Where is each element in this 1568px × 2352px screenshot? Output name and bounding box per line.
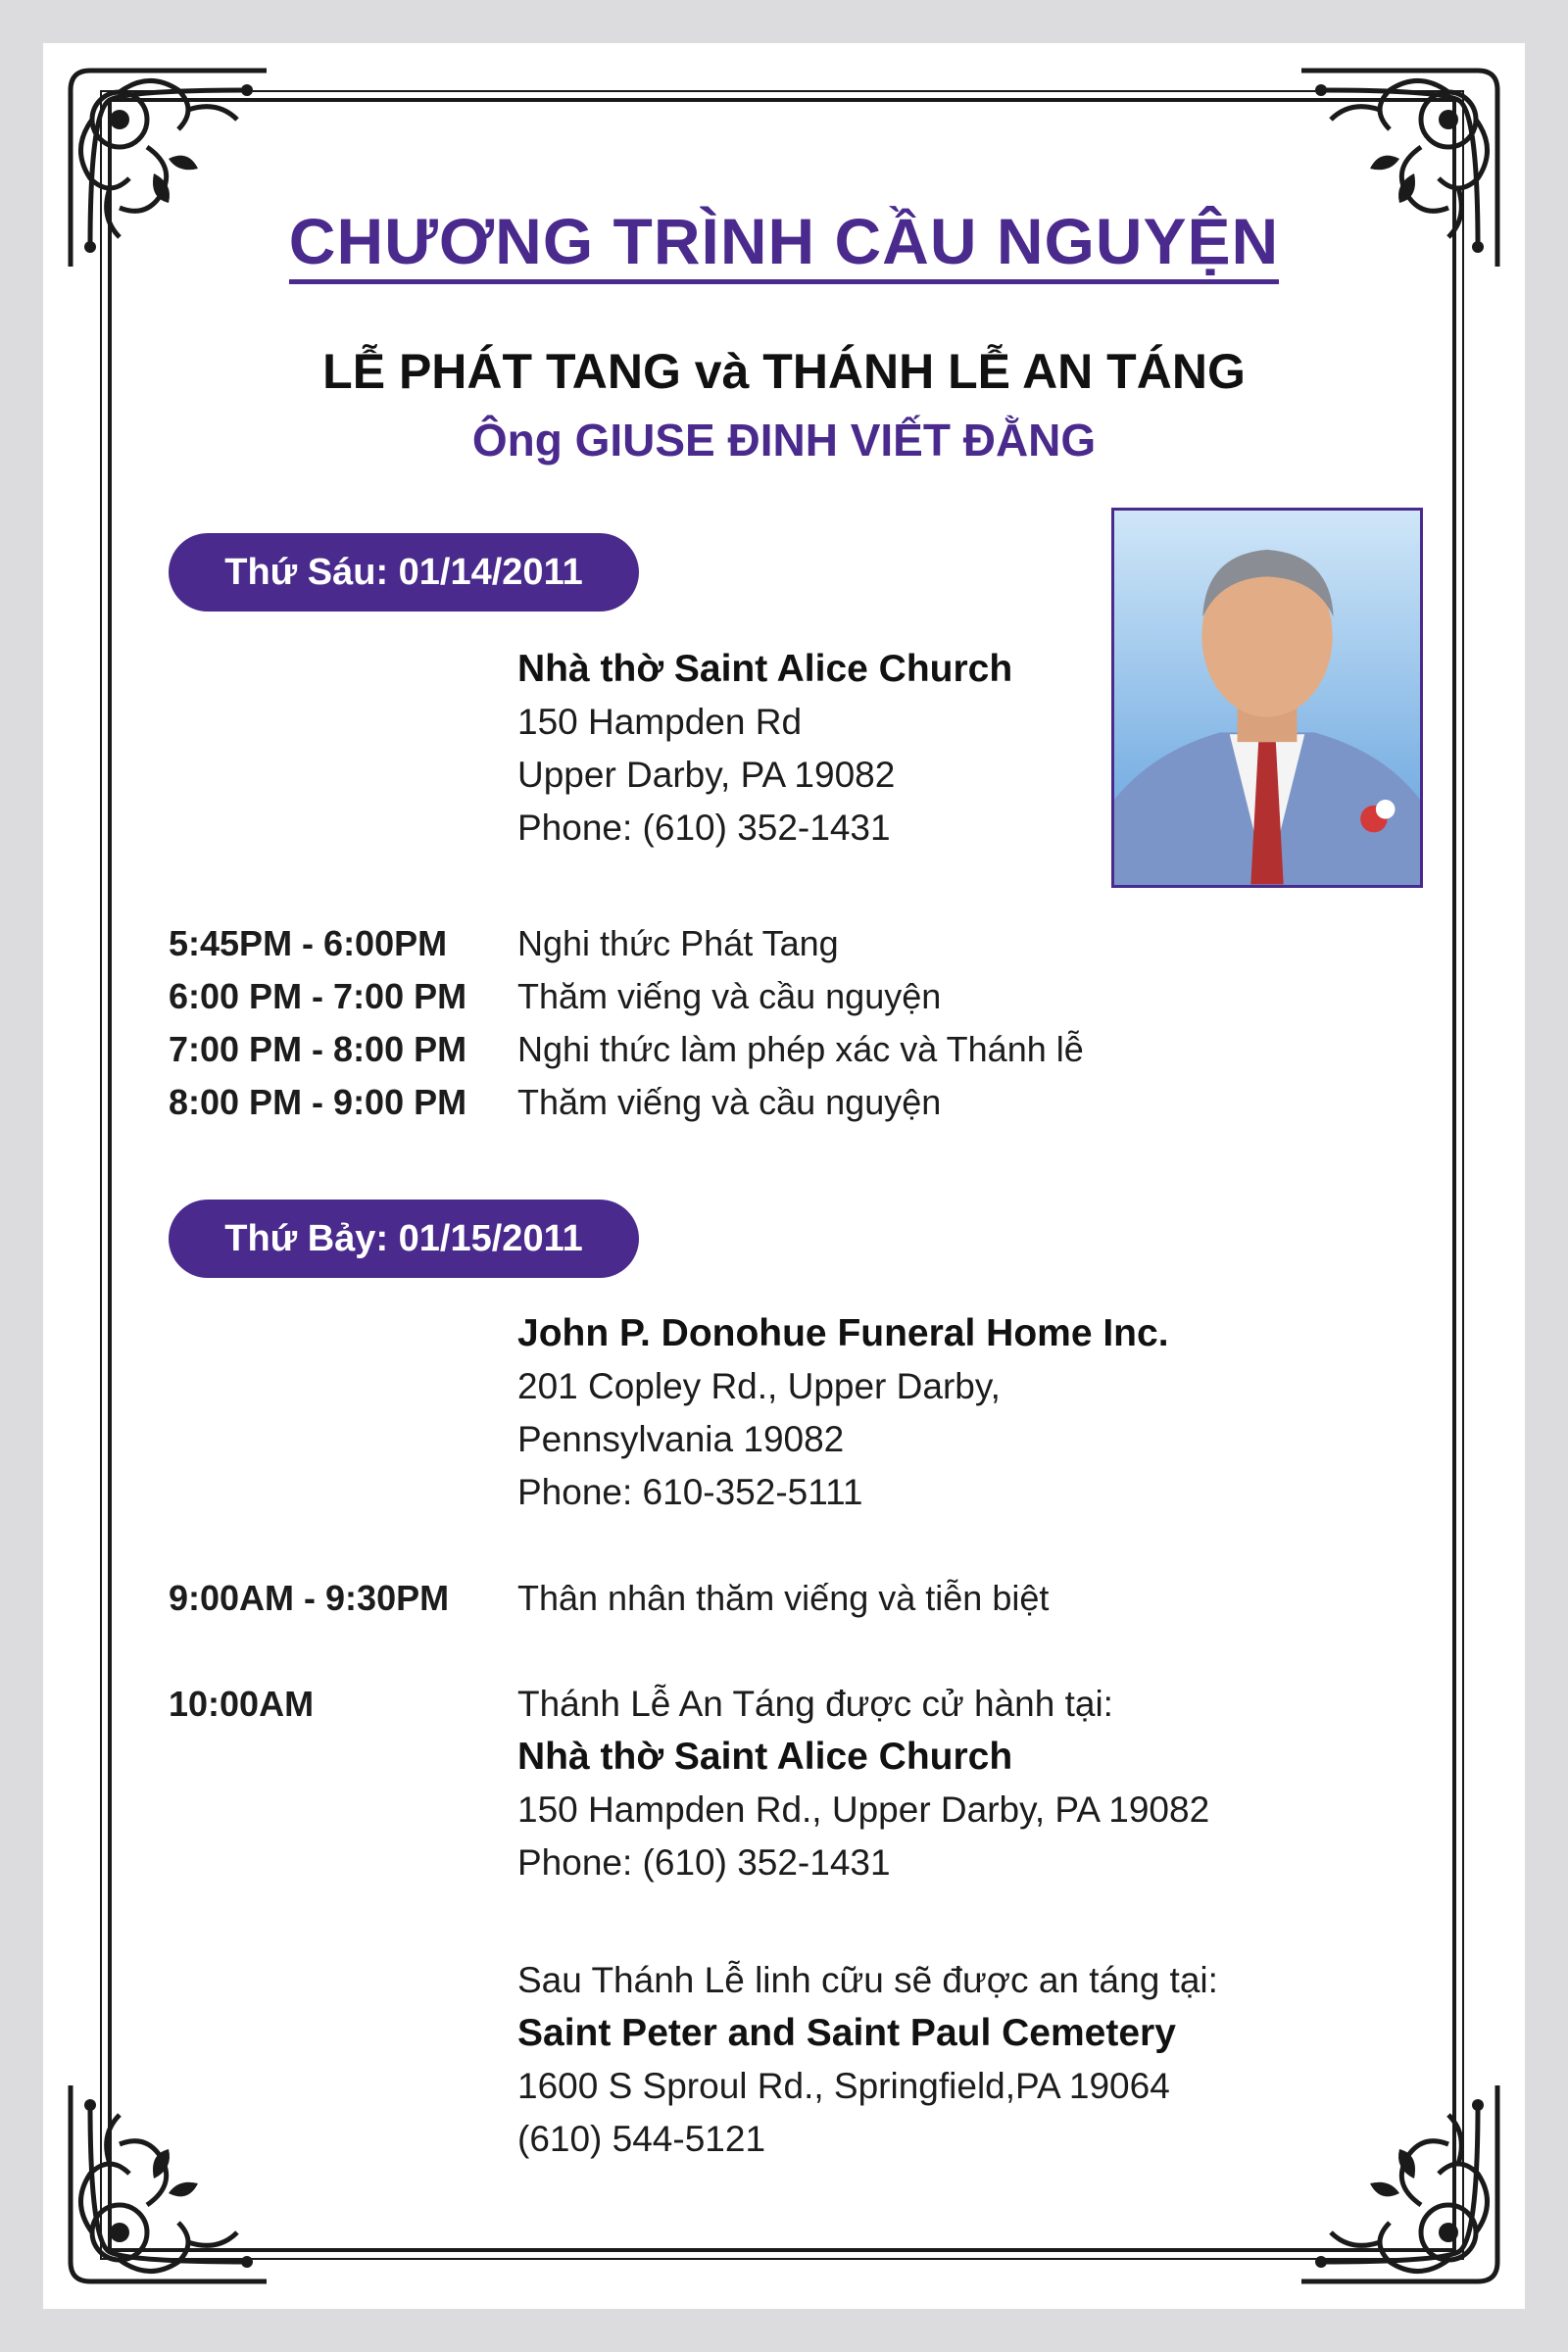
friday-schedule-row — [169, 1076, 1466, 1129]
mass-venue-name: Nhà thờ Saint Alice Church — [517, 1736, 1013, 1778]
mass-venue-phone: Phone: (610) 352-1431 — [517, 1842, 891, 1883]
deceased-name: Ông GIUSE ĐINH VIẾT ĐẰNG — [471, 415, 1097, 466]
schedule-time: 5:45PM - 6:00PM — [169, 923, 448, 963]
friday-venue-phone: Phone: (610) 352-1431 — [517, 808, 891, 848]
schedule-activity: Nghi thức làm phép xác và Thánh lễ — [517, 1029, 1084, 1069]
saturday-date-badge: Thứ Bảy: 01/15/2011 — [169, 1200, 639, 1278]
friday-venue-address2: Upper Darby, PA 19082 — [517, 755, 896, 795]
title-text: CHƯƠNG TRÌNH CẦU NGUYỆN — [289, 205, 1279, 284]
schedule-time: 9:00AM - 9:30PM — [169, 1578, 450, 1618]
schedule-activity: Nghi thức Phát Tang — [517, 923, 839, 963]
funeral-program-page — [43, 43, 1525, 2309]
cemetery-address: 1600 S Sproul Rd., Springfield,PA 19064 — [517, 2066, 1170, 2106]
mass-venue-address: 150 Hampden Rd., Upper Darby, PA 19082 — [517, 1789, 1210, 1830]
friday-venue-address1: 150 Hampden Rd — [517, 702, 803, 742]
saturday-venue-phone: Phone: 610-352-5111 — [517, 1472, 863, 1512]
saturday-venue — [517, 1307, 1169, 1519]
schedule-time: 6:00 PM - 7:00 PM — [169, 976, 467, 1016]
friday-venue-name: Nhà thờ Saint Alice Church — [517, 648, 1013, 690]
schedule-activity: Thăm viếng và cầu nguyện — [517, 1082, 942, 1122]
portrait-photo — [1111, 508, 1423, 888]
friday-schedule-row — [169, 1023, 1466, 1076]
saturday-venue-address1: 201 Copley Rd., Upper Darby, — [517, 1366, 1001, 1406]
ornamental-corner-icon — [1282, 2066, 1517, 2301]
saturday-visit-row — [169, 1572, 1466, 1625]
schedule-time: 7:00 PM - 8:00 PM — [169, 1029, 467, 1069]
burial-details — [517, 1954, 1218, 2166]
friday-schedule-row — [169, 970, 1466, 1023]
schedule-time: 8:00 PM - 9:00 PM — [169, 1082, 467, 1122]
burial-intro: Sau Thánh Lễ linh cữu sẽ được an táng tại: — [517, 1960, 1218, 2000]
friday-schedule-row — [169, 917, 1466, 970]
schedule-activity: Thân nhân thăm viếng và tiễn biệt — [517, 1578, 1050, 1618]
friday-date-badge: Thứ Sáu: 01/14/2011 — [169, 533, 639, 612]
saturday-venue-name: John P. Donohue Funeral Home Inc. — [517, 1312, 1169, 1354]
schedule-activity: Thăm viếng và cầu nguyện — [517, 976, 942, 1016]
mass-intro: Thánh Lễ An Táng được cử hành tại: — [517, 1684, 1113, 1724]
ornamental-corner-icon — [51, 2066, 286, 2301]
saturday-venue-address2: Pennsylvania 19082 — [517, 1419, 845, 1459]
page-title — [43, 204, 1525, 278]
page-subtitle: LỄ PHÁT TANG và THÁNH LỄ AN TÁNG — [322, 344, 1246, 399]
cemetery-name: Saint Peter and Saint Paul Cemetery — [517, 2012, 1176, 2054]
schedule-time: 10:00AM — [169, 1684, 315, 1724]
friday-venue — [517, 643, 1012, 855]
cemetery-phone: (610) 544-5121 — [517, 2119, 766, 2159]
mass-details — [517, 1678, 1209, 1889]
